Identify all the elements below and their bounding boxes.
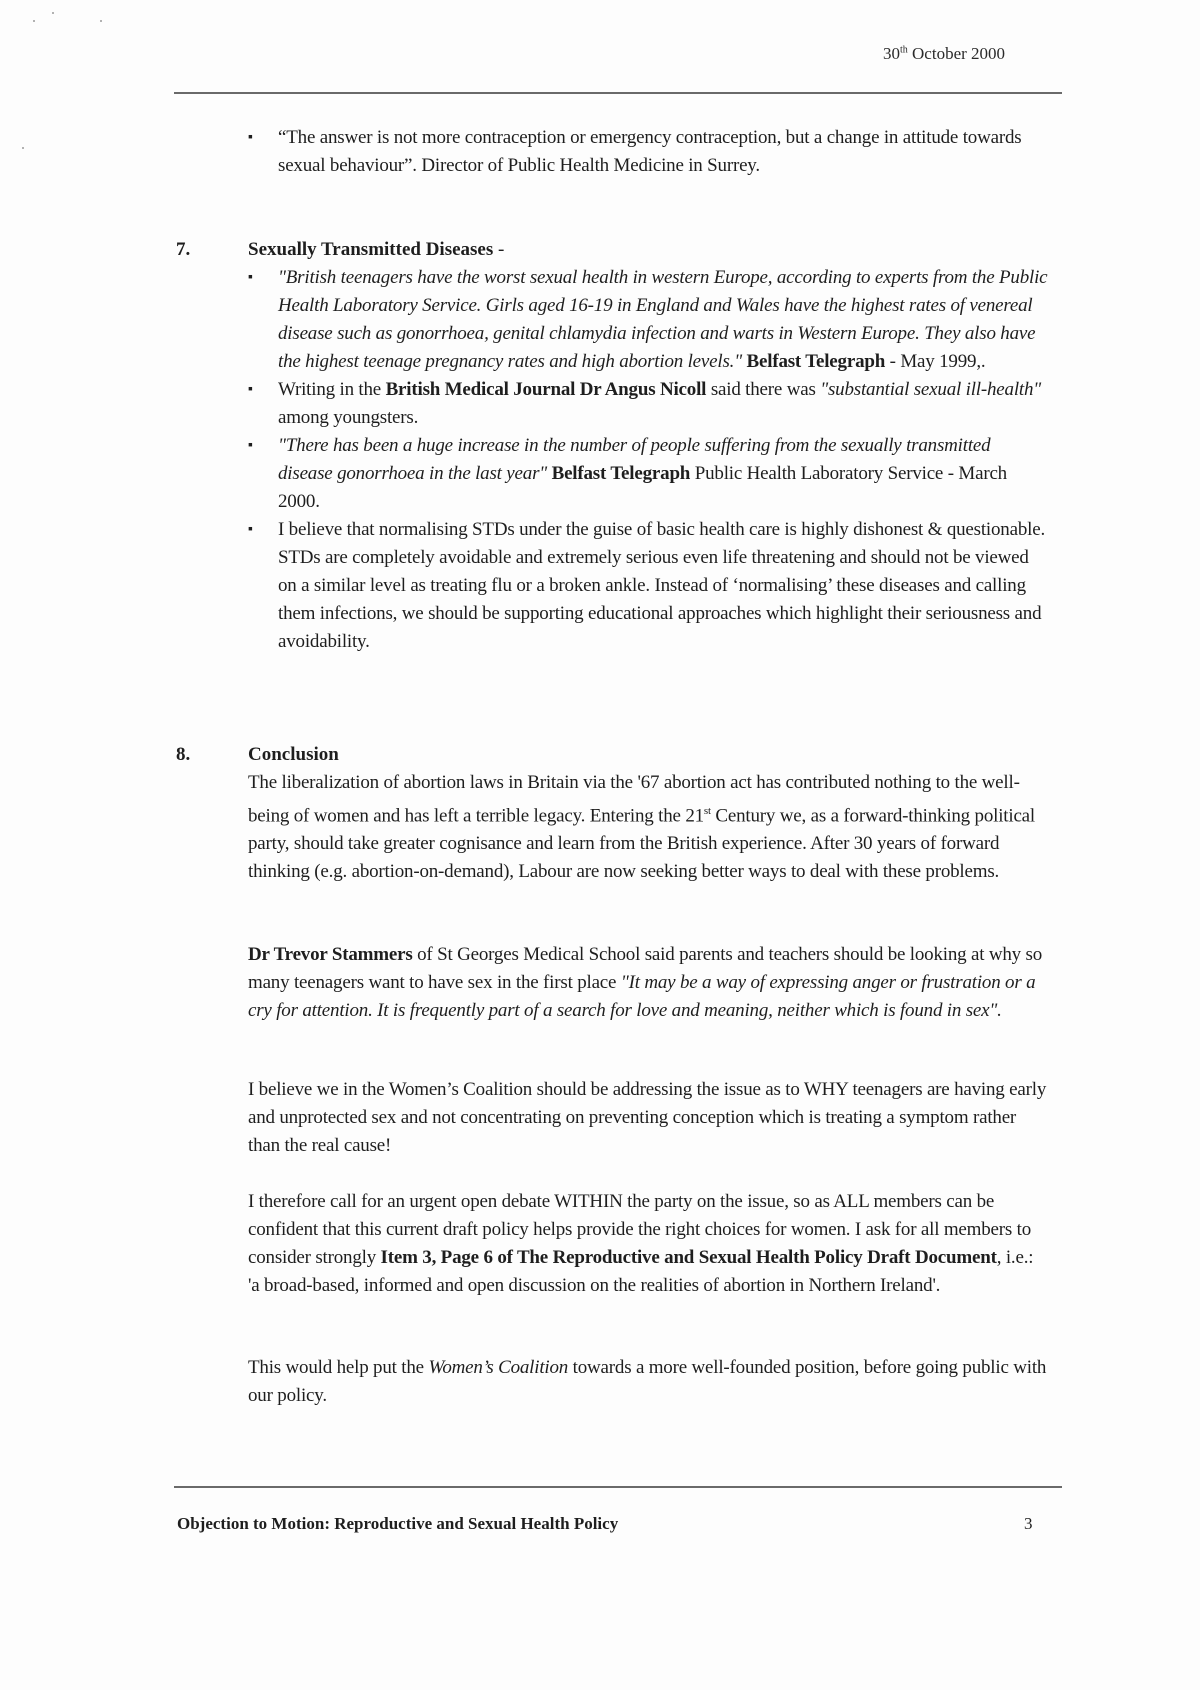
section-8-number: 8.	[176, 744, 191, 765]
section-7-bullets	[248, 264, 1048, 656]
section-7-number: 7.	[176, 239, 191, 260]
conclusion-paragraph-5: This would help put the Women’s Coalition towards a more well-founded position, before going public with our policy.	[248, 1357, 1047, 1406]
conclusion-paragraph-1: The liberalization of abortion laws in Britain via the '67 abortion act has contributed nothing to the well-being of women and has left a terrible legacy. Entering the 21st Century we, as a forward-thinking political party, should take greater cognisance and learn from the British experience. After 30 years of forward thinking (e.g. abortion-on-demand), Labour are now seeking better ways to deal with these problems.	[248, 772, 1035, 883]
footer-rule	[174, 1486, 1062, 1488]
document-date: 30th October 2000	[883, 44, 1006, 63]
conclusion-paragraph-4: I therefore call for an urgent open debate WITHIN the party on the issue, so as ALL members can be confident that this current draft policy helps provide the right choices for women. I ask for all members to consider strongly Item 3, Page 6 of The Reproductive and Sexual Health Policy Draft Document, i.e.: 'a broad-based, informed and open discussion on the realities of abortion in Northern Ireland'.	[248, 1191, 1034, 1296]
intro-bullet-list	[248, 124, 1048, 180]
list-item: ▪ "British teenagers have the worst sexual health in western Europe, according to experts from the Public Health Laboratory Service. Girls aged 16-19 in England and Wales have the highest rates of venereal disease such as gonorrhoea, genital chlamydia infection and warts in Western Europe. They also have the highest teenage pregnancy rates and high abortion levels." Belfast Telegraph - May 1999,.	[248, 264, 1048, 376]
page-number: 3	[1024, 1514, 1033, 1533]
scan-speck	[33, 20, 35, 22]
list-item: ▪ I believe that normalising STDs under the guise of basic health care is highly dishonest & questionable. STDs are completely avoidable and extremely serious even life threatening and should not be viewed on a similar level as treating flu or a broken ankle. Instead of ‘normalising’ these diseases and calling them infections, we should be supporting educational approaches which highlight their seriousness and avoidability.	[248, 516, 1048, 656]
footer-title: Objection to Motion: Reproductive and Sexual Health Policy	[177, 1514, 619, 1533]
scan-speck	[52, 12, 54, 14]
scan-speck	[22, 147, 24, 149]
list-item: ▪ "There has been a huge increase in the number of people suffering from the sexually transmitted disease gonorrhoea in the last year" Belfast Telegraph Public Health Laboratory Service - March 2000.	[248, 432, 1048, 516]
list-item: ▪ Writing in the British Medical Journal Dr Angus Nicoll said there was "substantial sexual ill-health" among youngsters.	[248, 376, 1048, 432]
conclusion-paragraph-3: I believe we in the Women’s Coalition should be addressing the issue as to WHY teenagers are having early and unprotected sex and not concentrating on preventing conception which is treating a symptom rather than the real cause!	[248, 1079, 1047, 1156]
header-rule	[174, 92, 1062, 94]
list-item: ▪ “The answer is not more contraception or emergency contraception, but a change in attitude towards sexual behaviour”. Director of Public Health Medicine in Surrey.	[248, 124, 1048, 180]
conclusion-paragraph-2: Dr Trevor Stammers of St Georges Medical School said parents and teachers should be looking at why so many teenagers want to have sex in the first place "It may be a way of expressing anger or frustration or a cry for attention. It is frequently part of a search for love and meaning, neither which is found in sex".	[248, 944, 1043, 1021]
section-7-title: Sexually Transmitted Diseases -	[248, 239, 505, 260]
scan-speck	[100, 20, 102, 22]
section-8-title: Conclusion	[248, 744, 339, 765]
